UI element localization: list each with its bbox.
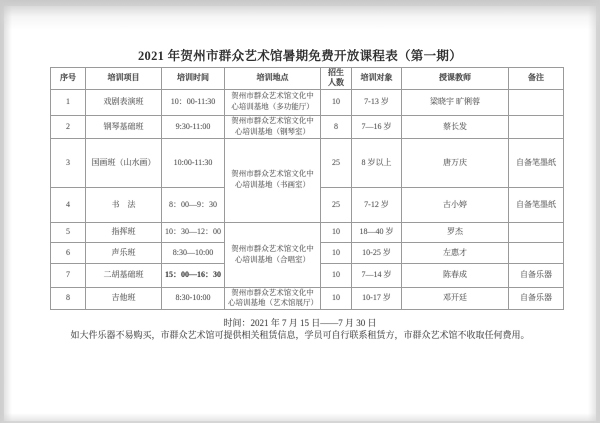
cell-target: 7—16 岁 xyxy=(352,115,402,138)
cell-no: 8 xyxy=(51,287,86,310)
table-row xyxy=(51,138,564,187)
cell-enrollment: 25 xyxy=(321,138,352,187)
cell-teacher: 罗杰 xyxy=(402,222,509,242)
cell-remark: 自备乐器 xyxy=(509,287,564,310)
cell-teacher: 左惠才 xyxy=(402,242,509,263)
header-time: 培训时间 xyxy=(162,68,225,90)
cell-enrollment: 25 xyxy=(321,187,352,222)
cell-project: 国画班（山水画） xyxy=(86,138,162,187)
cell-remark: 自备乐器 xyxy=(509,263,564,287)
cell-teacher: 邓开廷 xyxy=(402,287,509,310)
cell-project: 吉他班 xyxy=(86,287,162,310)
header-target: 培训对象 xyxy=(352,68,402,90)
cell-time: 8：00—9：30 xyxy=(162,187,225,222)
cell-project: 钢琴基础班 xyxy=(86,115,162,138)
cell-location: 贺州市群众艺术馆文化中心培训基地（多功能厅） xyxy=(225,89,321,115)
cell-target: 8 岁以上 xyxy=(352,138,402,187)
cell-location: 贺州市群众艺术馆文化中心培训基地（艺术馆展厅） xyxy=(225,287,321,310)
cell-remark xyxy=(509,242,564,263)
cell-project: 书 法 xyxy=(86,187,162,222)
cell-location: 贺州市群众艺术馆文化中心培训基地（钢琴室） xyxy=(225,115,321,138)
cell-enrollment: 10 xyxy=(321,287,352,310)
cell-target: 18—40 岁 xyxy=(352,222,402,242)
header-no: 序号 xyxy=(51,68,86,90)
cell-enrollment: 10 xyxy=(321,89,352,115)
header-row xyxy=(51,68,564,90)
table-row xyxy=(51,287,564,310)
cell-teacher: 梁晓宇 旷俐蓉 xyxy=(402,89,509,115)
header-teacher: 授课教师 xyxy=(402,68,509,90)
footer-rental-note: 如大件乐器不易购买，市群众艺术馆可提供相关租赁信息，学员可自行联系租赁方，市群众艺术馆不收取任何费用。 xyxy=(70,330,530,340)
cell-project: 戏剧表演班 xyxy=(86,89,162,115)
cell-target: 7-13 岁 xyxy=(352,89,402,115)
cell-remark xyxy=(509,115,564,138)
cell-teacher: 蔡长发 xyxy=(402,115,509,138)
cell-no: 4 xyxy=(51,187,86,222)
cell-no: 5 xyxy=(51,222,86,242)
cell-no: 2 xyxy=(51,115,86,138)
table-row xyxy=(51,222,564,242)
cell-time: 10：00-11:30 xyxy=(162,89,225,115)
table-row xyxy=(51,115,564,138)
header-project: 培训项目 xyxy=(86,68,162,90)
cell-remark: 自备笔墨纸 xyxy=(509,187,564,222)
cell-project: 指挥班 xyxy=(86,222,162,242)
cell-time: 10：30—12：00 xyxy=(162,222,225,242)
cell-enrollment: 10 xyxy=(321,222,352,242)
cell-no: 6 xyxy=(51,242,86,263)
cell-location-merged: 贺州市群众艺术馆文化中心培训基地（合唱室） xyxy=(225,222,321,287)
header-enrollment-text: 招生人数 xyxy=(328,68,344,88)
cell-teacher: 陈春成 xyxy=(402,263,509,287)
cell-location-merged: 贺州市群众艺术馆文化中心培训基地（书画室） xyxy=(225,138,321,222)
cell-target: 7-12 岁 xyxy=(352,187,402,222)
cell-no: 1 xyxy=(51,89,86,115)
course-schedule-table xyxy=(50,67,564,310)
cell-teacher: 唐万庆 xyxy=(402,138,509,187)
cell-remark xyxy=(509,222,564,242)
header-remark: 备注 xyxy=(509,68,564,90)
document-title: 2021 年贺州市群众艺术馆暑期免费开放课程表（第一期） xyxy=(137,49,463,63)
cell-enrollment: 8 xyxy=(321,115,352,138)
cell-project: 二胡基础班 xyxy=(86,263,162,287)
cell-enrollment: 10 xyxy=(321,242,352,263)
cell-target: 10-17 岁 xyxy=(352,287,402,310)
cell-enrollment: 10 xyxy=(321,263,352,287)
cell-time: 10:00-11:30 xyxy=(162,138,225,187)
header-enrollment xyxy=(321,68,352,90)
cell-target: 7—14 岁 xyxy=(352,263,402,287)
footer-schedule-dates: 时间：2021 年 7 月 15 日——7 月 30 日 xyxy=(223,318,377,328)
cell-target: 10-25 岁 xyxy=(352,242,402,263)
cell-remark: 自备笔墨纸 xyxy=(509,138,564,187)
cell-time: 15：00—16：30 xyxy=(162,263,225,287)
cell-time: 8:30-10:00 xyxy=(162,287,225,310)
cell-time: 9:30-11:00 xyxy=(162,115,225,138)
cell-no: 3 xyxy=(51,138,86,187)
cell-project: 声乐班 xyxy=(86,242,162,263)
cell-teacher: 古小婷 xyxy=(402,187,509,222)
cell-time: 8:30—10:00 xyxy=(162,242,225,263)
header-location: 培训地点 xyxy=(225,68,321,90)
cell-remark xyxy=(509,89,564,115)
table-row xyxy=(51,89,564,115)
cell-no: 7 xyxy=(51,263,86,287)
